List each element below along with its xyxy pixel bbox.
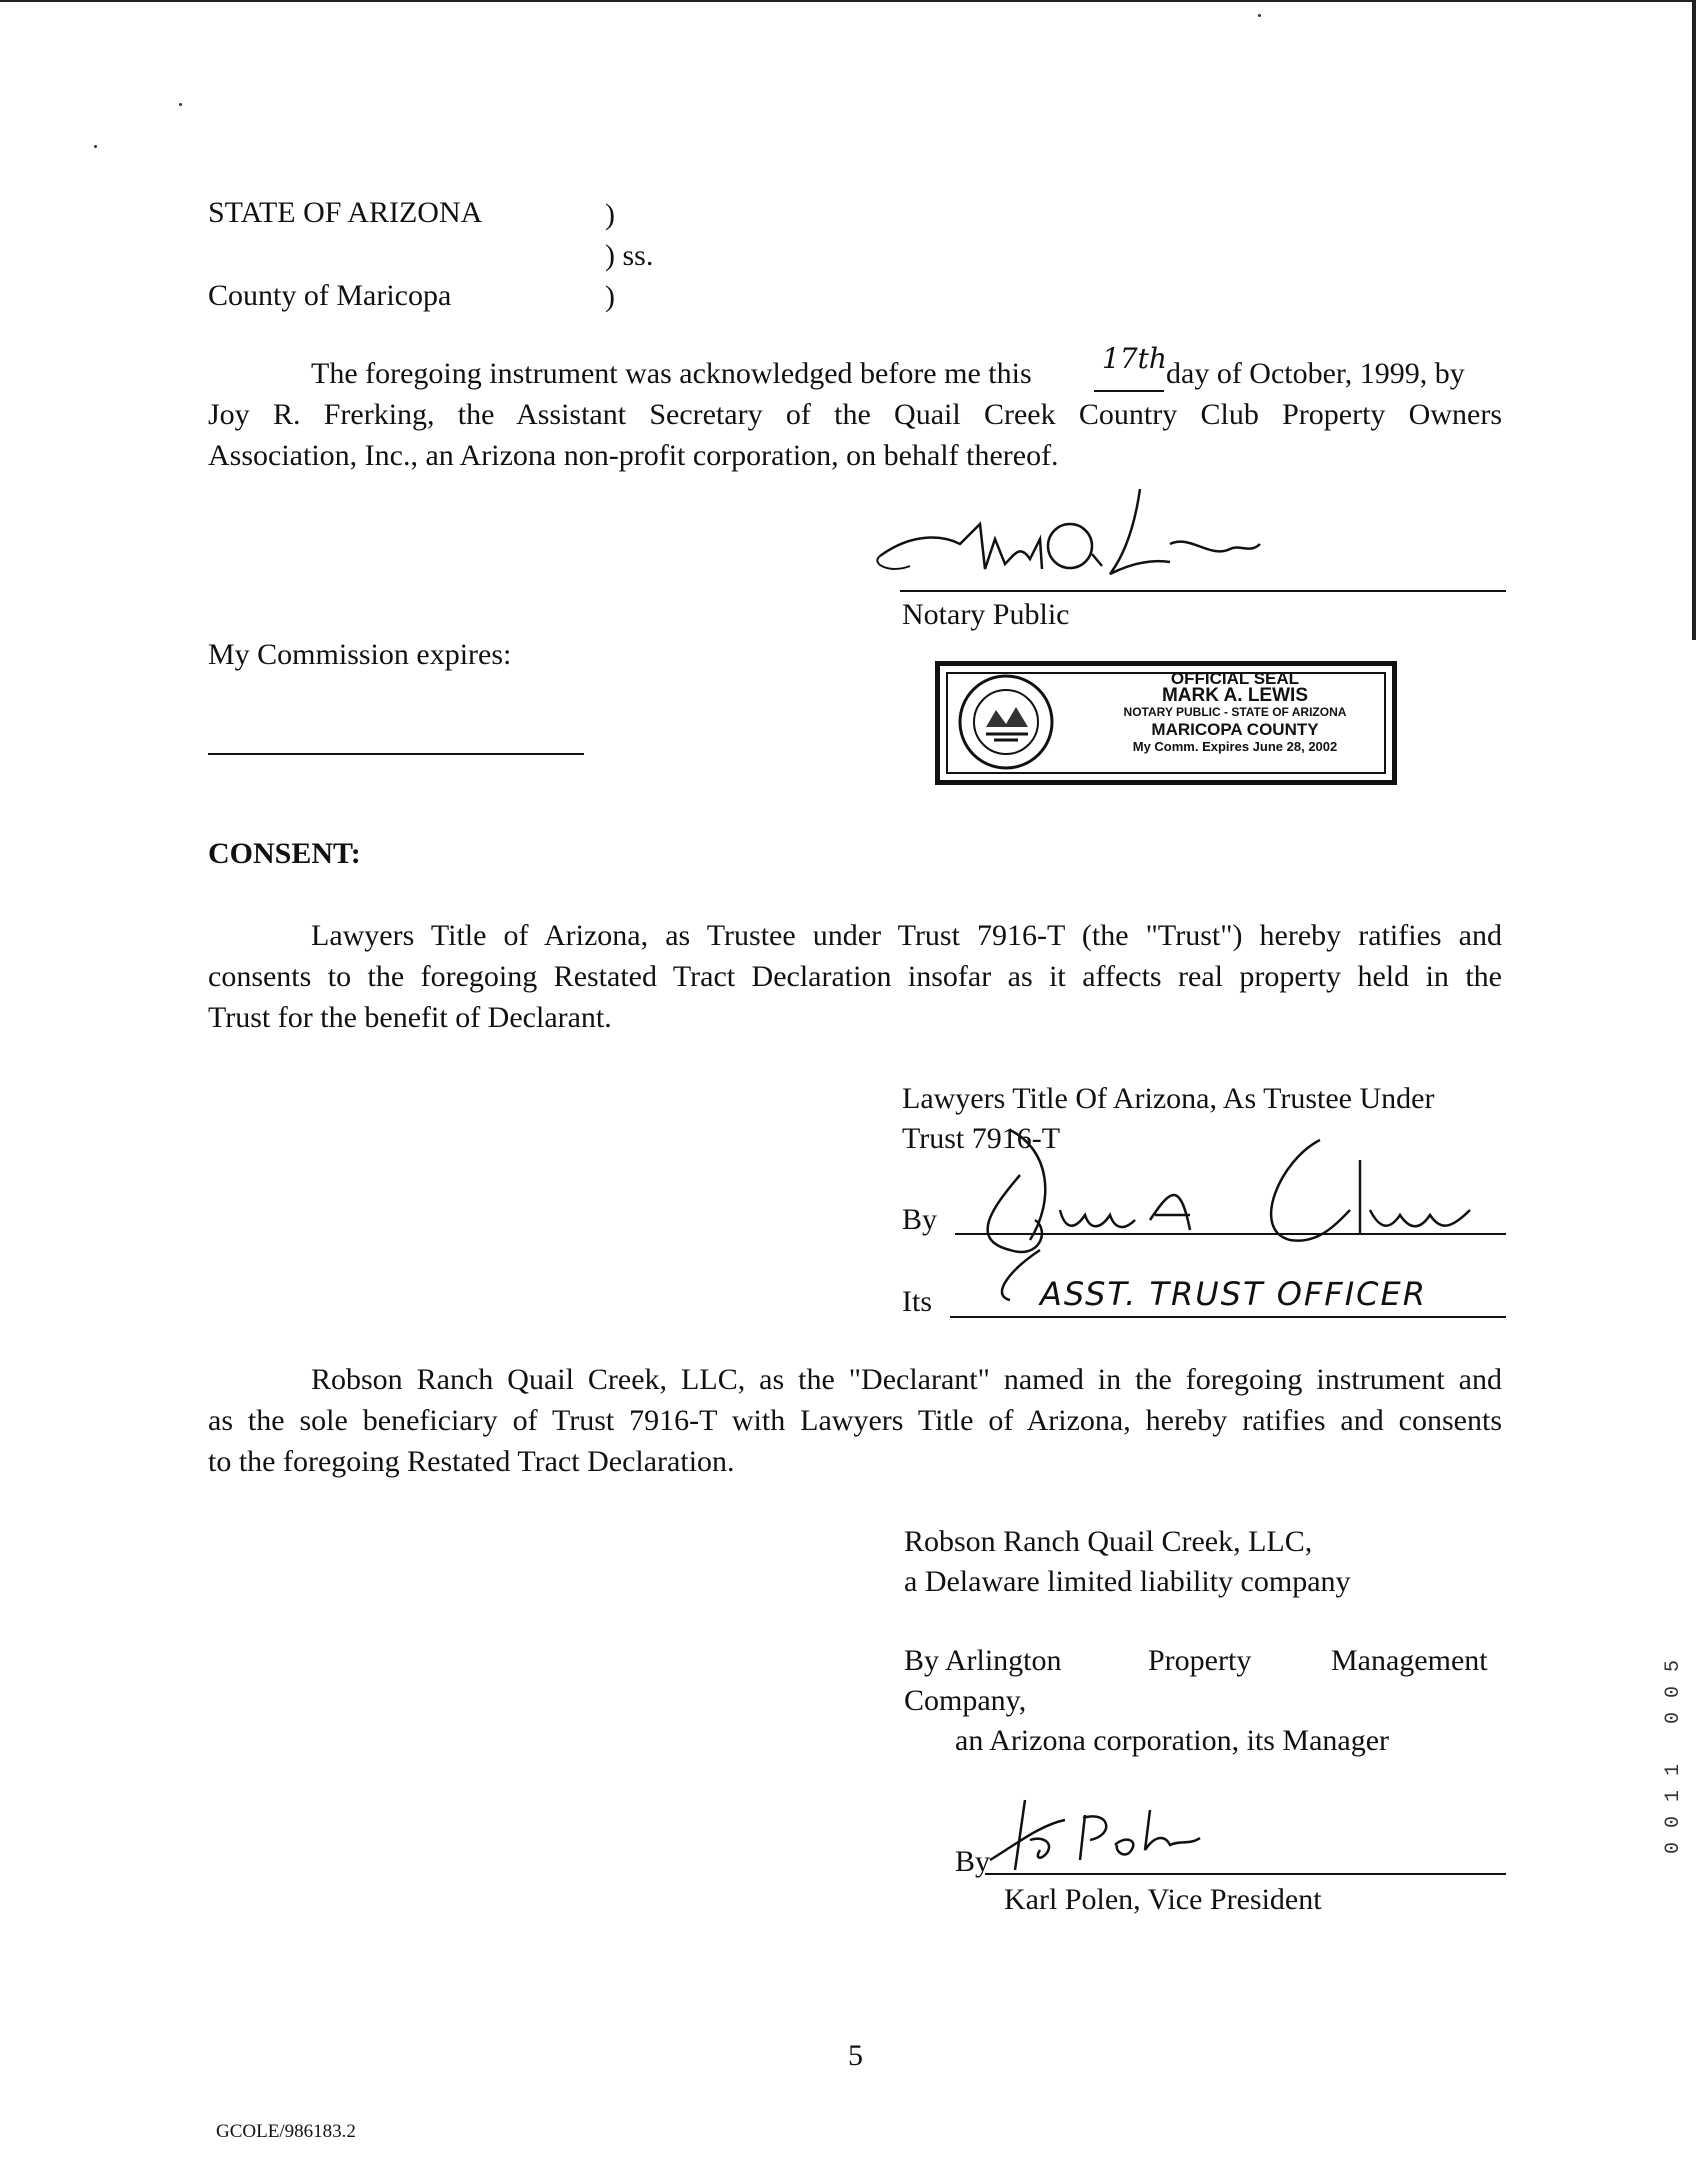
ack-line-3: Association, Inc., an Arizona non-profit corporation, on behalf thereof. (208, 439, 1059, 472)
seal-line-state: NOTARY PUBLIC - STATE OF ARIZONA (1123, 705, 1347, 719)
notary-seal-stamp (935, 661, 1397, 785)
property-word: Property (1148, 1644, 1252, 1677)
scan-top-edge (0, 0, 1696, 2)
venue-state: STATE OF ARIZONA (208, 196, 483, 229)
ack-line-2: Joy R. Frerking, the Assistant Secretary of the Quail Creek Country Club Property Owners (208, 398, 1502, 431)
venue-paren: ) (605, 198, 615, 231)
date-blank-line (1094, 390, 1164, 392)
declarant-description: a Delaware limited liability company (904, 1565, 1351, 1598)
manager-line: an Arizona corporation, its Manager (955, 1724, 1390, 1757)
seal-line-official: OFFICIAL SEAL (1170, 669, 1300, 688)
page-number: 5 (848, 2039, 863, 2072)
scan-speck (1258, 14, 1261, 17)
notary-signature-line (900, 590, 1506, 592)
ack-text-end: day of October, 1999, by (1166, 357, 1465, 390)
declarant-signature-line (985, 1873, 1506, 1875)
scan-speck (179, 103, 182, 106)
seal-line-name: MARK A. LEWIS (1161, 685, 1308, 706)
consent-paragraph-2 (208, 1359, 1502, 1482)
ack-paragraph (208, 394, 1502, 476)
margin-stamp-text: 0011 005 (1662, 1646, 1685, 1855)
notary-signature (870, 484, 1290, 594)
by-arlington: By Arlington (904, 1644, 1062, 1677)
its-value: ASST. TRUST OFFICER (1040, 1275, 1427, 1313)
scan-right-edge (1692, 0, 1696, 640)
venue-ss: ) ss. (605, 239, 654, 272)
declarant-name: Robson Ranch Quail Creek, LLC, (904, 1525, 1313, 1558)
consent-paragraph-1 (208, 915, 1502, 1038)
its-label: Its (902, 1285, 932, 1318)
scan-speck (94, 145, 97, 148)
consent-p2-line2: as the sole beneficiary of Trust 7916-T with Lawyers Title of Arizona, hereby ratifies and consents (208, 1404, 1502, 1437)
seal-text-block (1090, 670, 1380, 755)
consent-p1-line3: Trust for the benefit of Declarant. (208, 1001, 612, 1034)
margin-recording-stamp (1662, 1580, 1688, 1920)
management-word: Management (1331, 1644, 1488, 1677)
declarant-by-label: By (955, 1845, 991, 1878)
ack-text-start: The foregoing instrument was acknowledged before me this (311, 357, 1032, 390)
by-label: By (902, 1203, 938, 1236)
arizona-seal-emblem (956, 672, 1056, 772)
commission-label: My Commission expires: (208, 638, 512, 671)
commission-date-line (208, 753, 584, 755)
polen-signature (985, 1790, 1225, 1880)
consent-p1-line2: consents to the foregoing Restated Tract Declaration insofar as it affects real property held in the (208, 960, 1502, 993)
consent-p2-line1: Robson Ranch Quail Creek, LLC, as the "Declarant" named in the foregoing instrument and (311, 1363, 1502, 1396)
consent-p1-line1: Lawyers Title of Arizona, as Trustee under Trust 7916-T (the "Trust") hereby ratifies and (311, 919, 1502, 952)
consent-p2-line3: to the foregoing Restated Tract Declaration. (208, 1445, 735, 1478)
declarant-signer: Karl Polen, Vice President (1004, 1883, 1322, 1916)
venue-county: County of Maricopa (208, 279, 452, 312)
trustee-line-1: Lawyers Title Of Arizona, As Trustee Under (902, 1082, 1435, 1115)
document-id: GCOLE/986183.2 (216, 2121, 356, 2142)
handwritten-day: 17th (1102, 342, 1167, 375)
trustee-by-line (955, 1233, 1506, 1235)
its-line (950, 1316, 1506, 1318)
consent-heading: CONSENT: (208, 837, 361, 870)
seal-line-county: MARICOPA COUNTY (1151, 720, 1319, 739)
venue-paren: ) (605, 280, 615, 313)
trustee-line-2: Trust 7916-T (902, 1122, 1061, 1155)
seal-line-expiry: My Comm. Expires June 28, 2002 (1132, 739, 1338, 754)
notary-title: Notary Public (902, 598, 1070, 631)
company-word: Company, (904, 1684, 1027, 1717)
